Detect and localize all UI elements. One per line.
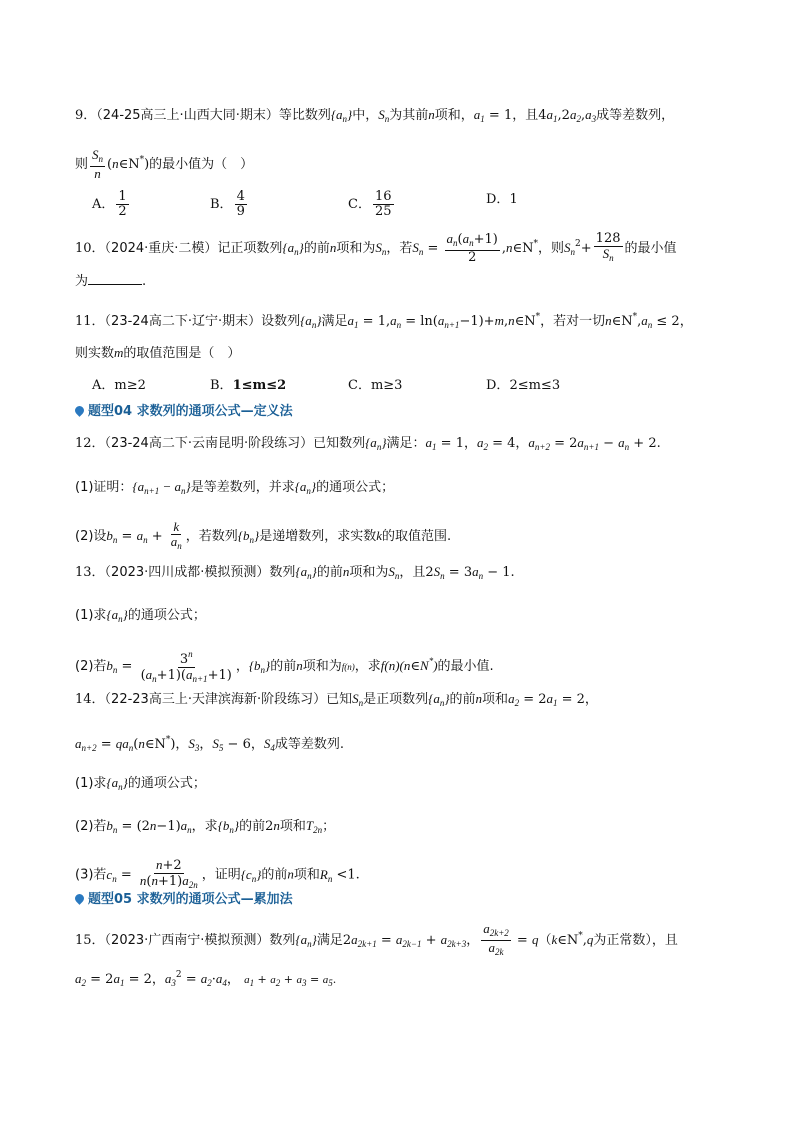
q9-choice-c[interactable]: C． $\frac{16}{25}$ <box>348 189 392 219</box>
q10-line2: 为 . <box>75 274 147 289</box>
q13-line1: 13．（2023·四川成都·模拟预测）数列$\{a_n\}$的前n项和为$S_n$，且$2S_n = 3a_n - 1$. <box>75 564 515 581</box>
section-header-04: 题型04 求数列的通项公式—定义法 <box>75 403 293 421</box>
q11-line1: 11．（23-24高二下·辽宁·期末）设数列$\{a_n\}$满足$a_1 = 1,a_n$ = $\ln(a_{n+1}-1)+m,n\in N^*$，若对一切$n\in N^*,a_n \le 2$， <box>75 312 693 330</box>
q14-part2: (2)若$b_n = (2n-1)a_n$，求$\{b_n\}$的前2n项和$T_{2n}$； <box>75 818 336 835</box>
q12-part2: (2)设$b_n = a_n$ + $\frac{k}{a_n}$ ，若数列$\{b_n\}$是递增数列，求实数k的取值范围. <box>75 519 452 551</box>
location-pin-icon <box>73 404 86 417</box>
answer-blank[interactable] <box>88 272 142 285</box>
q9-line2: 则 $\frac{S_n}{n}$ (n∈N*)的最小值为（ ） <box>75 147 254 181</box>
q13-part1: (1)求$\{a_n\}$的通项公式； <box>75 607 206 624</box>
q10-line1: 10．（2024·重庆·二模）记正项数列$\{a_n\}$的前n项和为$S_n$，若$S_n$ = $\frac{a_n(a_n+1)}{2}$ ,n∈N*，则$S_n^2+$ $\frac{128}{S_n}$ 的最小值 <box>75 231 677 265</box>
q15-line1: 15．（2023·广西南宁·模拟预测）数列$\{a_n\}$满足$2a_{2k+1} = a_{2k-1} + a_{2k+3}$， $\frac{a_{2k+2}}{a_{2k}}$ = q（k∈N*,q为正常数），且 <box>75 921 678 957</box>
q14-part3: (3)若$c_n$ = $\frac{n+2}{n(n+1)a_{2n}}$ ，证明$\{c_n\}$的前n项和$R_n <1$. <box>75 857 360 890</box>
q15-line2: $a_2 = 2a_1 = 2$，$a_3^2 = a_2\cdot a_4$， $a_1 + a_2 + a_3 = a_5$. <box>75 970 337 988</box>
q12-line1: 12．（23-24高二下·云南昆明·阶段练习）已知数列$\{a_n\}$满足：$a_1 = 1$，$a_2 = 4$，$a_{n+2} = 2a_{n+1} - a_n + 2$. <box>75 435 661 452</box>
q9-choice-a[interactable]: A． $\frac{1}{2}$ <box>92 189 127 219</box>
q9-choice-d[interactable]: D．1 <box>486 192 518 207</box>
q14-line2: $a_{n+2}$ = $qa_n(n\in N^*)$，$S_3$，$S_5 - 6$，$S_4$成等差数列. <box>75 735 344 753</box>
location-pin-icon <box>73 892 86 905</box>
q11-choice-c[interactable]: C．m≥3 <box>348 378 403 393</box>
q11-choice-a[interactable]: A．m≥2 <box>92 378 146 393</box>
q9-choice-b[interactable]: B． $\frac{4}{9}$ <box>210 189 245 219</box>
q9-line1: 9．（24-25高三上·山西大同·期末）等比数列$\{a_n\}$中，$S_n$为其前n项和，$a_1 = 1$，且$4a_1,2a_2,a_3$成等差数列， <box>75 107 675 124</box>
q11-choice-d[interactable]: D．2≤m≤3 <box>486 378 561 393</box>
q13-part2: (2)若$b_n$ = $\frac{3^n}{(a_n+1)(a_{n+1}+1)}$ ，$\{b_n\}$的前n项和为f(n)，求f(n)(n∈N*)的最小值. <box>75 649 494 684</box>
section-header-05: 题型05 求数列的通项公式—累加法 <box>75 891 293 909</box>
q11-line2: 则实数m的取值范围是（ ） <box>75 345 241 361</box>
q11-choice-b[interactable]: B．1≤m≤2 <box>210 378 287 393</box>
q12-part1: (1)证明：$\{a_{n+1} - a_n\}$是等差数列，并求$\{a_n\}$的通项公式； <box>75 479 395 496</box>
q14-part1: (1)求$\{a_n\}$的通项公式； <box>75 775 206 792</box>
q14-line1: 14．（22-23高三上·天津滨海新·阶段练习）已知$S_n$是正项数列$\{a_n\}$的前n项和$a_2 = 2a_1 = 2$， <box>75 691 598 708</box>
